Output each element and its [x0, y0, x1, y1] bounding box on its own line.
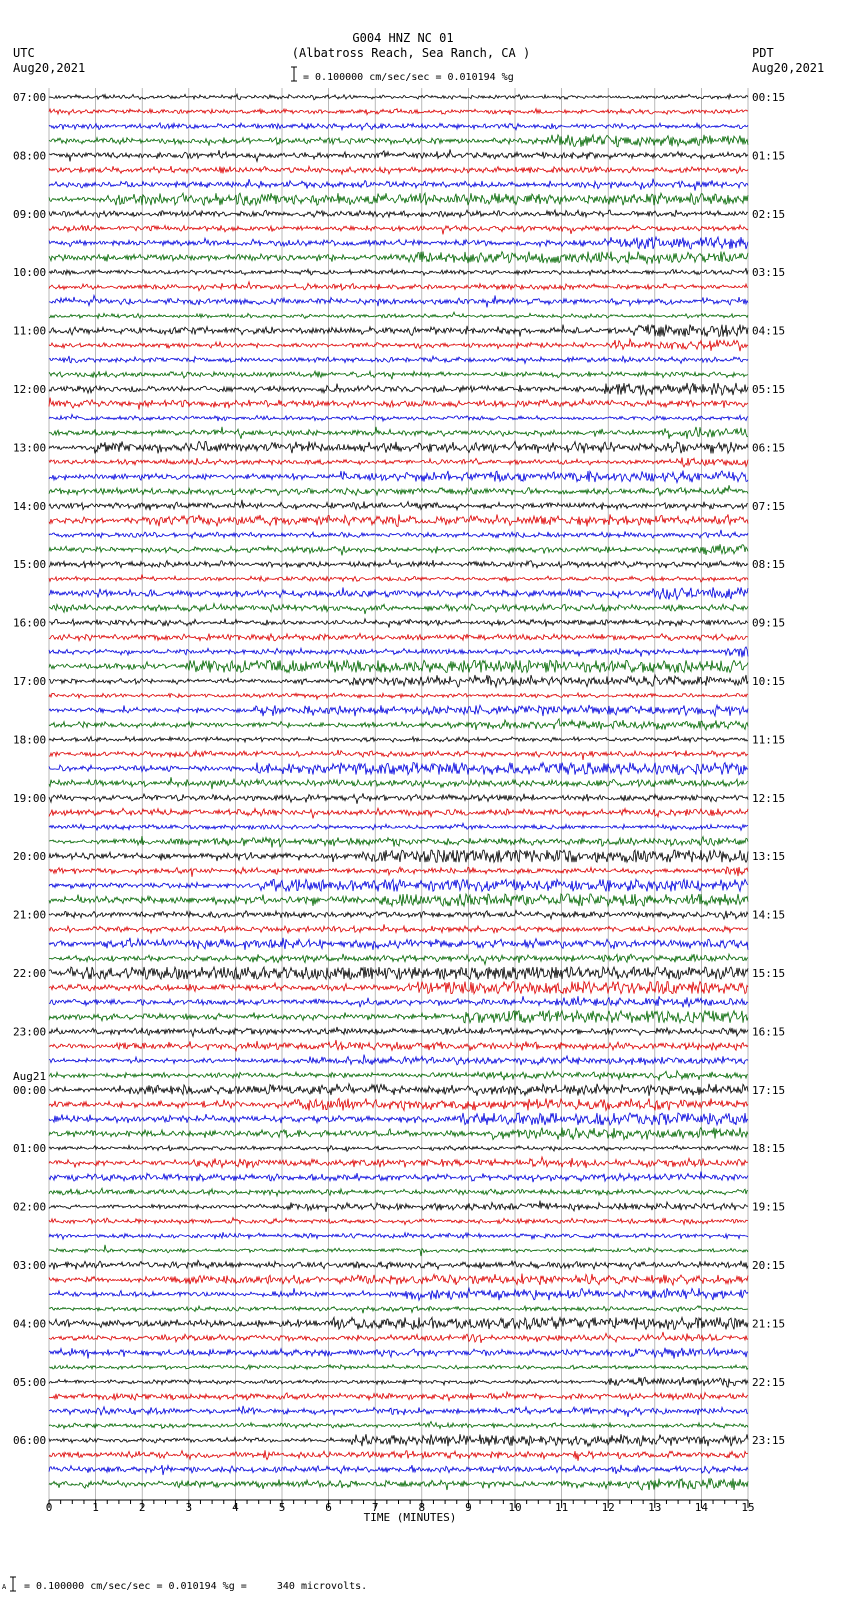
seismic-trace: [49, 1465, 748, 1475]
pdt-hour-label: 22:15: [752, 1375, 786, 1389]
utc-hour-label: 18:00: [13, 733, 47, 747]
seismic-trace: [49, 1245, 748, 1256]
seismic-trace: [49, 647, 748, 657]
utc-hour-label: 09:00: [13, 207, 47, 221]
utc-hour-label: 10:00: [13, 266, 47, 280]
pdt-hour-label: 12:15: [752, 791, 786, 805]
seismic-trace: [49, 1188, 748, 1196]
seismic-trace: [49, 1406, 748, 1417]
utc-hour-label: 15:00: [13, 558, 47, 572]
left-timezone: UTC: [13, 46, 35, 60]
utc-hour-label: 16:00: [13, 616, 47, 630]
x-tick-label: 2: [138, 1501, 146, 1514]
pdt-hour-label: 08:15: [752, 558, 786, 572]
seismic-trace: [49, 485, 748, 495]
seismic-trace: [49, 750, 748, 760]
seismic-trace: [49, 982, 748, 994]
pdt-hour-label: 20:15: [752, 1259, 786, 1272]
seismic-trace: [49, 633, 748, 640]
seismic-trace: [49, 252, 748, 264]
seismic-trace: [49, 427, 748, 439]
trace-area: [49, 94, 748, 1490]
seismic-trace: [49, 1146, 748, 1152]
pdt-hour-label: 21:15: [752, 1317, 786, 1331]
seismic-trace: [49, 1478, 748, 1490]
seismic-trace: [49, 282, 748, 291]
utc-hour-label: 19:00: [13, 791, 47, 805]
seismic-trace: [49, 763, 748, 775]
left-date: Aug20,2021: [13, 61, 86, 75]
seismic-trace: [49, 587, 748, 599]
pdt-hour-label: 07:15: [752, 499, 786, 513]
seismic-trace: [49, 210, 748, 218]
seismic-trace: [49, 441, 748, 453]
pdt-hour-label: 23:15: [752, 1434, 786, 1448]
seismic-trace: [49, 938, 748, 950]
utc-hour-label: 01:00: [13, 1142, 47, 1156]
seismic-trace: [49, 1171, 748, 1182]
utc-hour-label: 20:00: [13, 850, 47, 864]
x-tick-label: 0: [45, 1501, 53, 1514]
seismic-trace: [49, 398, 748, 410]
station-location: (Albatross Reach, Sea Ranch, CA ): [291, 46, 531, 60]
utc-hour-label: 17:00: [13, 675, 47, 688]
seismic-trace: [49, 514, 748, 526]
pdt-hour-label: 04:15: [752, 324, 786, 338]
pdt-hour-label: 18:15: [752, 1142, 786, 1156]
seismic-trace: [49, 705, 748, 716]
seismic-trace: [49, 1288, 748, 1300]
seismic-trace: [49, 1422, 748, 1429]
x-tick-label: 8: [418, 1501, 426, 1514]
seismic-trace: [49, 1157, 748, 1168]
pdt-hour-label: 00:15: [752, 91, 786, 104]
pdt-hour-label: 14:15: [752, 908, 786, 922]
x-tick-label: 6: [325, 1501, 332, 1514]
seismic-trace: [49, 1317, 748, 1329]
seismic-trace: [49, 339, 748, 351]
seismic-trace: [49, 1218, 748, 1225]
utc-hour-label: 22:00: [13, 967, 47, 980]
scale-text: = 0.100000 cm/sec/sec = 0.010194 %g: [303, 72, 514, 83]
utc-hour-label: 21:00: [13, 908, 47, 922]
seismic-trace: [49, 1365, 748, 1370]
seismic-trace: [49, 1232, 748, 1239]
seismic-trace: [49, 719, 748, 730]
seismic-trace: [49, 924, 748, 933]
station-title: G004 HNZ NC 01: [352, 31, 454, 45]
time-labels: [13, 91, 785, 1447]
seismic-trace: [49, 295, 748, 307]
pdt-hour-label: 03:15: [752, 266, 786, 280]
right-timezone: PDT: [752, 46, 774, 60]
pdt-hour-label: 13:15: [752, 850, 786, 864]
right-date: Aug20,2021: [752, 61, 825, 75]
scale-bar-icon: [291, 67, 297, 81]
seismic-trace: [49, 458, 748, 467]
pdt-hour-label: 11:15: [752, 733, 786, 747]
seismic-trace: [49, 793, 748, 804]
x-tick-label: 15: [741, 1501, 755, 1514]
seismic-trace: [49, 1434, 748, 1446]
x-tick-label: 13: [648, 1501, 662, 1514]
seismic-trace: [49, 123, 748, 130]
seismic-trace: [49, 1071, 748, 1080]
seismic-trace: [49, 954, 748, 965]
chart-grid: [49, 88, 748, 1500]
seismic-trace: [49, 1084, 748, 1096]
seismic-trace: [49, 325, 748, 337]
seismic-trace: [49, 836, 748, 847]
seismic-trace: [49, 149, 748, 161]
seismic-trace: [49, 1055, 748, 1066]
utc-hour-label: 05:00: [13, 1375, 47, 1389]
seismic-trace: [49, 1098, 748, 1110]
seismic-trace: [49, 604, 748, 614]
utc-hour-label: 04:00: [13, 1317, 47, 1331]
x-tick-label: 14: [694, 1501, 709, 1514]
pdt-hour-label: 01:15: [752, 149, 786, 163]
pdt-hour-label: 15:15: [752, 967, 786, 980]
seismic-trace: [49, 808, 748, 818]
seismic-trace: [49, 1450, 748, 1461]
pdt-hour-label: 05:15: [752, 383, 786, 396]
seismic-trace: [49, 1377, 748, 1387]
seismic-trace: [49, 619, 748, 628]
seismic-trace: [49, 1306, 748, 1314]
x-tick-label: 4: [232, 1501, 239, 1514]
seismic-trace: [49, 371, 748, 379]
pdt-hour-label: 10:15: [752, 675, 786, 688]
seismic-trace: [49, 1128, 748, 1140]
utc-hour-label: 14:00: [13, 499, 47, 513]
seismic-trace: [49, 414, 748, 421]
seismic-trace: [49, 1201, 748, 1212]
seismic-trace: [49, 850, 748, 862]
seismic-trace: [49, 179, 748, 191]
utc-hour-label: 06:00: [13, 1434, 47, 1448]
x-tick-label: 1: [92, 1501, 99, 1514]
seismic-trace: [49, 911, 748, 920]
seismic-trace: [49, 1274, 748, 1286]
seismic-trace: [49, 312, 748, 318]
seismic-trace: [49, 1392, 748, 1401]
seismic-trace: [49, 560, 748, 568]
pdt-hour-label: 16:15: [752, 1025, 786, 1039]
seismic-trace: [49, 879, 748, 891]
seismic-trace: [49, 530, 748, 538]
seismic-trace: [49, 109, 748, 115]
seismic-trace: [49, 356, 748, 363]
x-tick-label: 12: [601, 1501, 615, 1514]
seismic-trace: [49, 225, 748, 234]
x-tick-label: 11: [554, 1501, 569, 1514]
seismic-trace: [49, 1260, 748, 1269]
seismic-trace: [49, 237, 748, 249]
pdt-hour-label: 19:15: [752, 1200, 786, 1214]
seismic-trace: [49, 967, 748, 979]
utc-hour-label: 23:00: [13, 1025, 47, 1039]
seismic-trace: [49, 660, 748, 672]
pdt-hour-label: 17:15: [752, 1083, 786, 1097]
footer-scale-bar-icon: [10, 1577, 16, 1591]
seismic-trace: [49, 823, 748, 830]
seismic-trace: [49, 675, 748, 687]
utc-hour-label: 07:00: [13, 91, 47, 104]
seismic-trace: [49, 867, 748, 877]
seismic-trace: [49, 1027, 748, 1036]
seismic-trace: [49, 996, 748, 1007]
seismic-trace: [49, 1011, 748, 1023]
seismic-trace: [49, 166, 748, 174]
utc-hour-label: 03:00: [13, 1259, 47, 1272]
x-tick-label: 10: [508, 1501, 522, 1514]
utc-hour-label: 08:00: [13, 149, 47, 163]
seismic-trace: [49, 268, 748, 275]
seismic-trace: [49, 1332, 748, 1343]
x-tick-label: 3: [185, 1501, 193, 1514]
seismic-trace: [49, 544, 748, 555]
footer-prefix: A: [2, 1583, 7, 1591]
x-tick-label: 7: [371, 1501, 379, 1514]
seismic-trace: [49, 736, 748, 742]
seismic-trace: [49, 94, 748, 100]
utc-hour-label: 00:00: [13, 1083, 47, 1097]
seismic-trace: [49, 777, 748, 789]
pdt-hour-label: 06:15: [752, 441, 786, 455]
seismic-trace: [49, 471, 748, 483]
utc-hour-label: 12:00: [13, 383, 47, 396]
seismic-trace: [49, 383, 748, 395]
seismic-trace: [49, 1040, 748, 1051]
seismic-trace: [49, 135, 748, 147]
x-tick-label: 5: [278, 1501, 286, 1514]
seismic-trace: [49, 574, 748, 582]
seismic-trace: [49, 894, 748, 906]
seismic-trace: [49, 693, 748, 699]
seismic-trace: [49, 500, 748, 511]
utc-hour-label: 02:00: [13, 1200, 47, 1214]
date-change-label: Aug21: [13, 1069, 47, 1083]
pdt-hour-label: 09:15: [752, 616, 786, 630]
seismic-trace: [49, 1113, 748, 1125]
seismic-trace: [49, 1348, 748, 1359]
seismic-trace: [49, 193, 748, 205]
x-tick-label: 9: [465, 1501, 472, 1514]
x-axis-label: TIME (MINUTES): [363, 1511, 457, 1524]
utc-hour-label: 13:00: [13, 441, 47, 455]
footer-scale-text: = 0.100000 cm/sec/sec = 0.010194 %g = 340 microvolts.: [24, 1581, 368, 1592]
pdt-hour-label: 02:15: [752, 207, 786, 221]
utc-hour-label: 11:00: [13, 324, 47, 338]
